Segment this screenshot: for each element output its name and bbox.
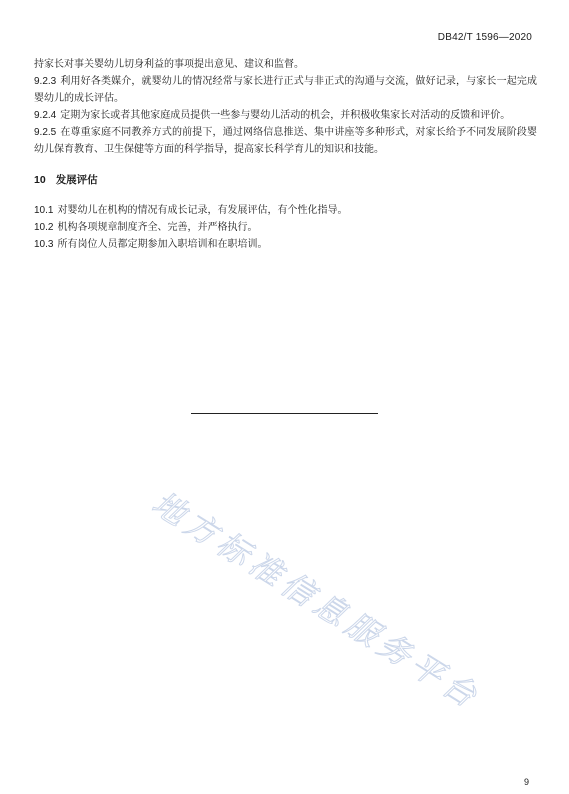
clause-text: 所有岗位人员都定期参加入职培训和在职培训。 — [57, 239, 268, 250]
chapter-number: 10 — [34, 174, 46, 186]
spacer — [34, 189, 537, 202]
document-code: DB42/T 1596—2020 — [437, 32, 532, 43]
clause-number: 9.2.4 — [34, 110, 57, 121]
spacer — [34, 158, 537, 172]
clause-text: 利用好各类媒介，就婴幼儿的情况经常与家长进行正式与非正式的沟通与交流，做好记录，与家长一起完成婴幼儿的成长评估。 — [34, 76, 537, 104]
clause-10-2 — [34, 219, 537, 236]
clause-9-2-5 — [34, 124, 537, 158]
page-content — [34, 56, 537, 253]
clause-text: 对婴幼儿在机构的情况有成长记录，有发展评估，有个性化指导。 — [57, 205, 348, 216]
page-number: 9 — [523, 777, 529, 787]
chapter-heading — [34, 172, 537, 189]
clause-number: 9.2.5 — [34, 127, 57, 138]
clause-9-2-4 — [34, 107, 537, 124]
clause-10-1 — [34, 202, 537, 219]
clause-text: 机构各项规章制度齐全、完善，并严格执行。 — [57, 222, 258, 233]
clause-number: 10.3 — [34, 239, 54, 250]
clause-9-2-3 — [34, 73, 537, 107]
watermark-text: 地方标准信息服务平台 — [145, 483, 488, 718]
paragraph-continuation: 持家长对事关婴幼儿切身利益的事项提出意见、建议和监督。 — [34, 59, 304, 70]
end-of-document-line — [191, 413, 378, 414]
clause-text: 在尊重家庭不同教养方式的前提下，通过网络信息推送、集中讲座等多种形式，对家长给予不同发展阶段婴幼儿保育教育、卫生保健等方面的科学指导，提高家长科学育儿的知识和技能。 — [34, 127, 537, 155]
clause-number: 10.2 — [34, 222, 54, 233]
clause-number: 10.1 — [34, 205, 54, 216]
clause-10-3 — [34, 236, 537, 253]
clause-number: 9.2.3 — [34, 76, 57, 87]
chapter-title: 发展评估 — [55, 174, 98, 186]
clause-text: 定期为家长或者其他家庭成员提供一些参与婴幼儿活动的机会，并积极收集家长对活动的反馈和评价。 — [60, 110, 511, 121]
